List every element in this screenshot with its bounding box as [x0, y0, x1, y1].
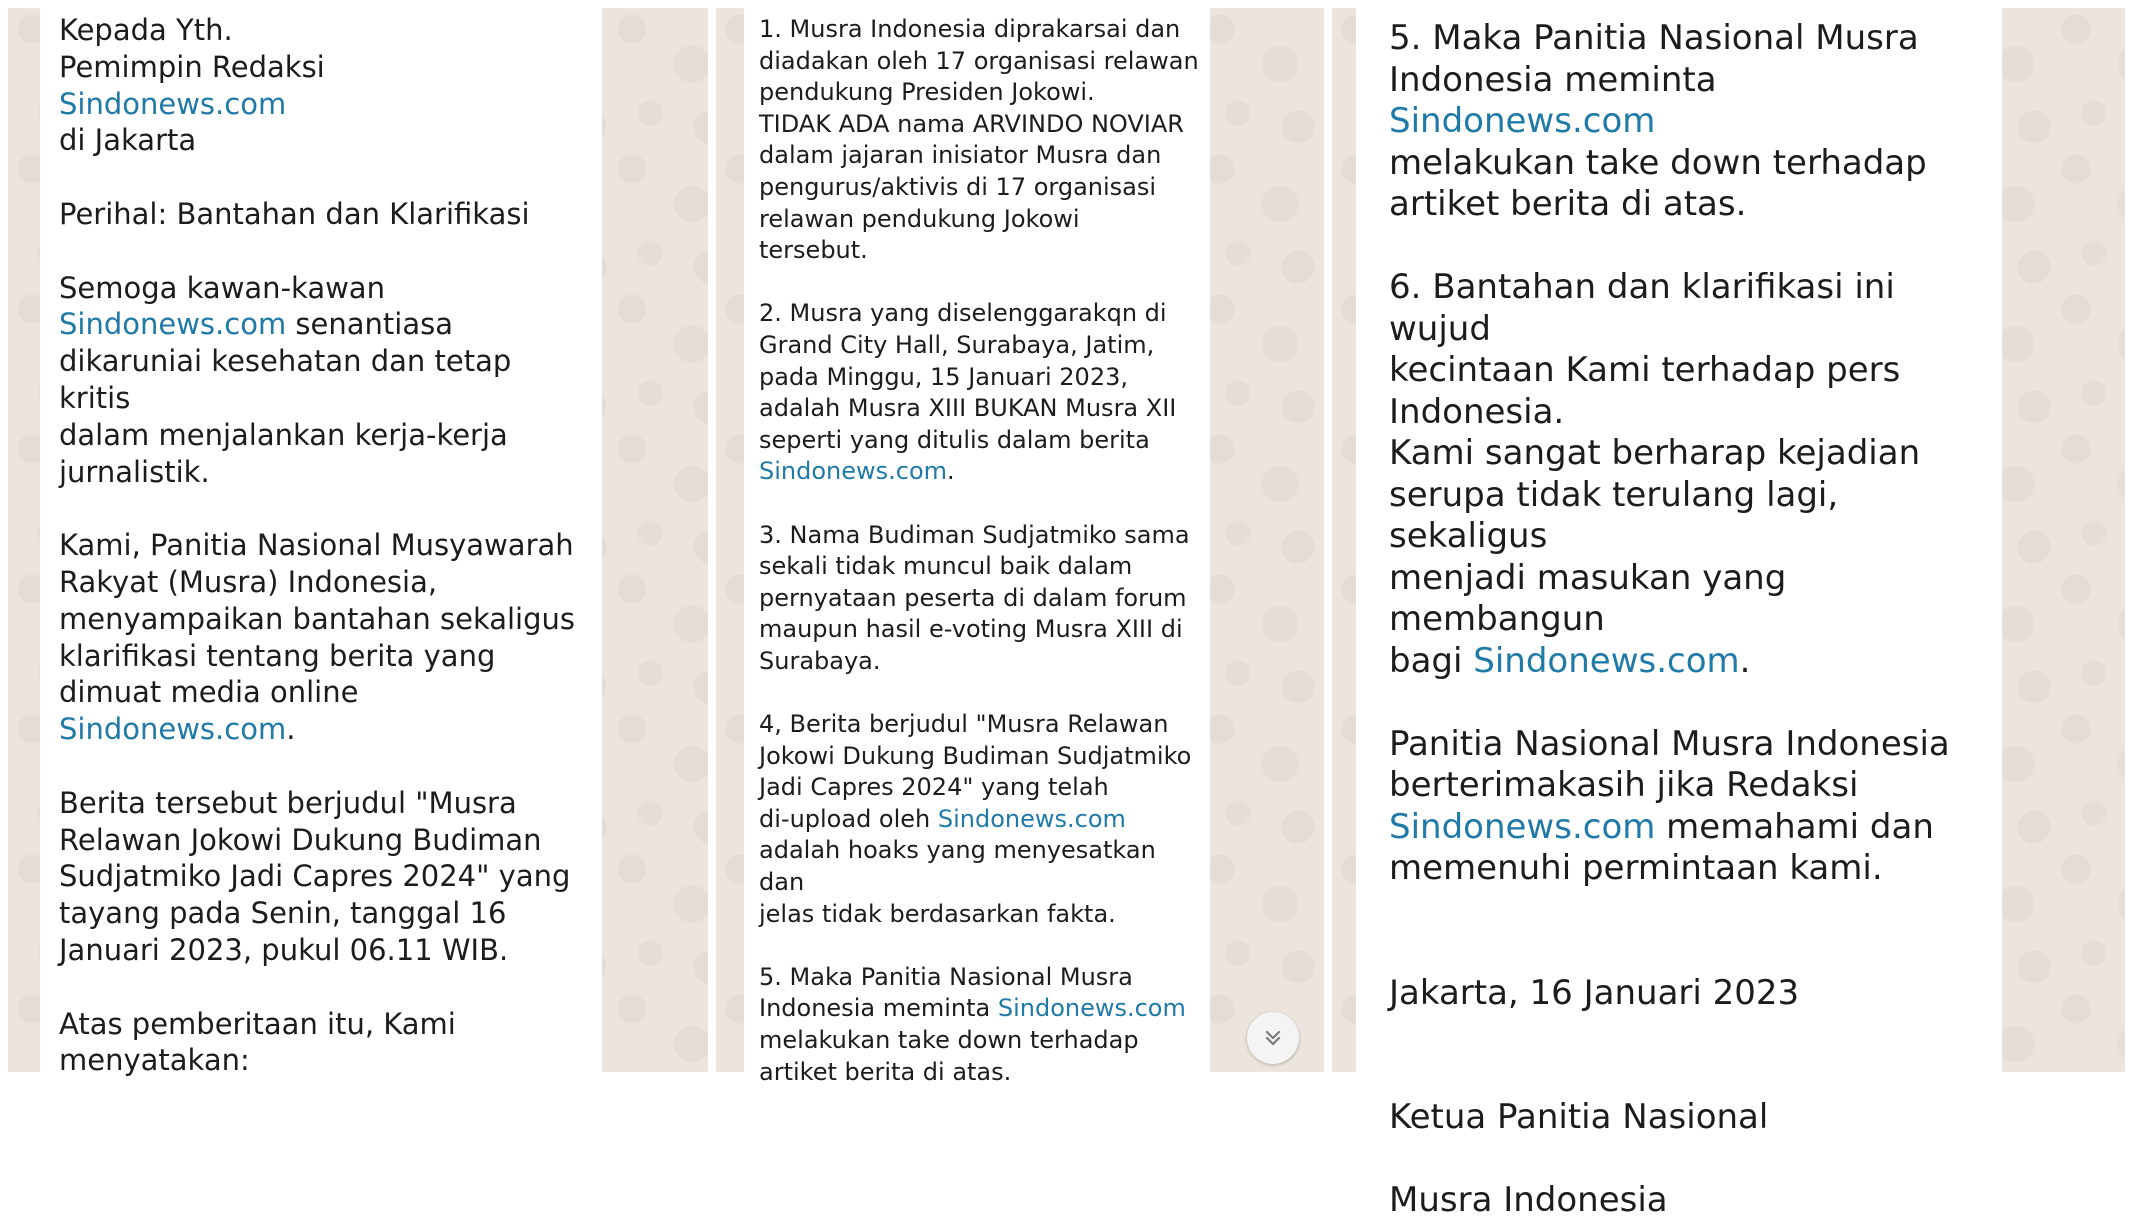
message-paragraph — [59, 12, 584, 159]
message-paragraph — [1389, 18, 1988, 226]
sindonews-link[interactable]: Sindonews.com — [1389, 101, 1656, 141]
chat-panel-3 — [1332, 8, 2125, 1220]
message-text-span: Berita tersebut berjudul "Musra Relawan Jokowi Dukung Budiman Sudjatmiko Jadi Capres 2024" yang tayang pada Senin, tanggal 16 Januari 2023, pukul 06.11 WIB. — [59, 785, 571, 967]
message-text-span: 5. Maka Panitia Nasional Musra Indonesia meminta — [759, 962, 1133, 1023]
sindonews-link[interactable]: Sindonews.com — [1473, 640, 1740, 681]
message-text-span: senantiasa dikaruniai kesehatan dan tetap kritis dalam menjalankan kerja-kerja jurnalistik. — [59, 307, 512, 489]
sindonews-link[interactable]: Sindonews.com — [59, 307, 287, 342]
message-text-span: memahami dan memenuhi permintaan kami. — [1389, 806, 1934, 888]
message-paragraph — [759, 298, 1200, 488]
message-paragraph — [1389, 724, 1988, 890]
sindonews-link[interactable]: Sindonews.com — [759, 457, 948, 486]
message-paragraph — [1389, 1097, 1988, 1139]
message-paragraph — [59, 785, 584, 969]
double-chevron-down-icon — [1261, 1026, 1285, 1050]
message-text-span: Kepada Yth. Pemimpin Redaksi — [59, 13, 325, 84]
message-text-span: melakukan take down terhadap artiket berita di atas. — [1389, 142, 1927, 224]
message-text-span: adalah hoaks yang menyesatkan dan jelas tidak berdasarkan fakta. — [759, 836, 1156, 928]
sindonews-link[interactable]: Sindonews.com — [937, 804, 1126, 833]
message-text-span: Atas pemberitaan itu, Kami menyatakan: — [59, 1006, 456, 1078]
message-paragraph — [59, 270, 584, 491]
message-paragraph — [1389, 1180, 1988, 1222]
chat-panel-1 — [8, 8, 708, 1078]
message-text-span: Semoga kawan-kawan — [59, 270, 385, 305]
message-text-span: . — [947, 457, 955, 486]
message-text-span: 5. Maka Panitia Nasional Musra Indonesia meminta — [1389, 18, 1919, 100]
message-text-span: . — [286, 712, 296, 747]
message-text-span: Ketua Panitia Nasional — [1389, 1097, 1769, 1137]
message-paragraph — [59, 527, 584, 748]
message-text-span: Jakarta, 16 Januari 2023 — [1389, 972, 1800, 1013]
message-text-2 — [759, 14, 1200, 1088]
message-text-span: melakukan take down terhadap artiket berita di atas. — [759, 1026, 1139, 1086]
message-bubble-2 — [744, 8, 1210, 1086]
message-paragraph — [59, 196, 584, 233]
message-text-span: . — [1739, 640, 1751, 681]
message-text-span: di Jakarta — [59, 123, 197, 158]
sindonews-link[interactable]: Sindonews.com — [1389, 806, 1656, 847]
message-text-span: Perihal: Bantahan dan Klarifikasi — [59, 196, 530, 231]
message-paragraph — [759, 962, 1200, 1088]
sindonews-link[interactable]: Sindonews.com — [59, 86, 287, 121]
sindonews-link[interactable]: Sindonews.com — [997, 994, 1186, 1023]
message-text-span: Kami, Panitia Nasional Musyawarah Rakyat (Musra) Indonesia, menyampaikan bantahan sekaligus klarifikasi tentang berita yang dimuat media online — [59, 528, 576, 710]
message-text-span: 4, Berita berjudul "Musra Relawan Jokowi Dukung Budiman Sudjatmiko Jadi Capres 2024" yang telah di-upload oleh — [759, 710, 1192, 833]
message-text-span: Musra Indonesia — [1389, 1180, 1668, 1220]
message-text-span: 2. Musra yang diselenggarakqn di Grand City Hall, Surabaya, Jatim, pada Minggu, 15 Januari 2023, adalah Musra XIII BUKAN Musra XII seperti yang ditulis dalam berita — [759, 299, 1177, 454]
message-bubble-3 — [1356, 8, 2002, 1220]
scroll-to-bottom-button[interactable] — [1247, 1012, 1299, 1064]
message-bubble-1 — [40, 8, 602, 1078]
message-text-3 — [1389, 18, 1988, 1222]
message-paragraph — [759, 14, 1200, 267]
message-paragraph — [759, 709, 1200, 930]
message-text-span: 3. Nama Budiman Sudjatmiko sama sekali tidak muncul baik dalam pernyataan peserta di dalam forum maupun hasil e-voting Musra XIII di Surabaya. — [759, 520, 1190, 675]
message-text-span: 1. Musra Indonesia diprakarsai dan diadakan oleh 17 organisasi relawan pendukung Presiden Jokowi. TIDAK ADA nama ARVINDO NOVIAR dalam jajaran inisiator Musra dan pengurus/aktivis di 17 organisasi relawan pendukung Jokowi tersebut. — [759, 15, 1199, 265]
message-text-1 — [59, 12, 584, 1079]
message-paragraph — [1389, 973, 1988, 1015]
message-paragraph — [1389, 267, 1988, 682]
message-paragraph — [759, 520, 1200, 678]
message-text-span: 6. Bantahan dan klarifikasi ini wujud kecintaan Kami terhadap pers Indonesia. Kami sangat berharap kejadian serupa tidak terulang lagi, sekaligus menjadi masukan yang membangun bagi — [1389, 267, 1921, 681]
chat-panel-2 — [716, 8, 1324, 1086]
sindonews-link[interactable]: Sindonews.com — [59, 712, 287, 747]
message-paragraph — [59, 1006, 584, 1080]
message-text-span: Panitia Nasional Musra Indonesia berterimakasih jika Redaksi — [1389, 723, 1950, 805]
